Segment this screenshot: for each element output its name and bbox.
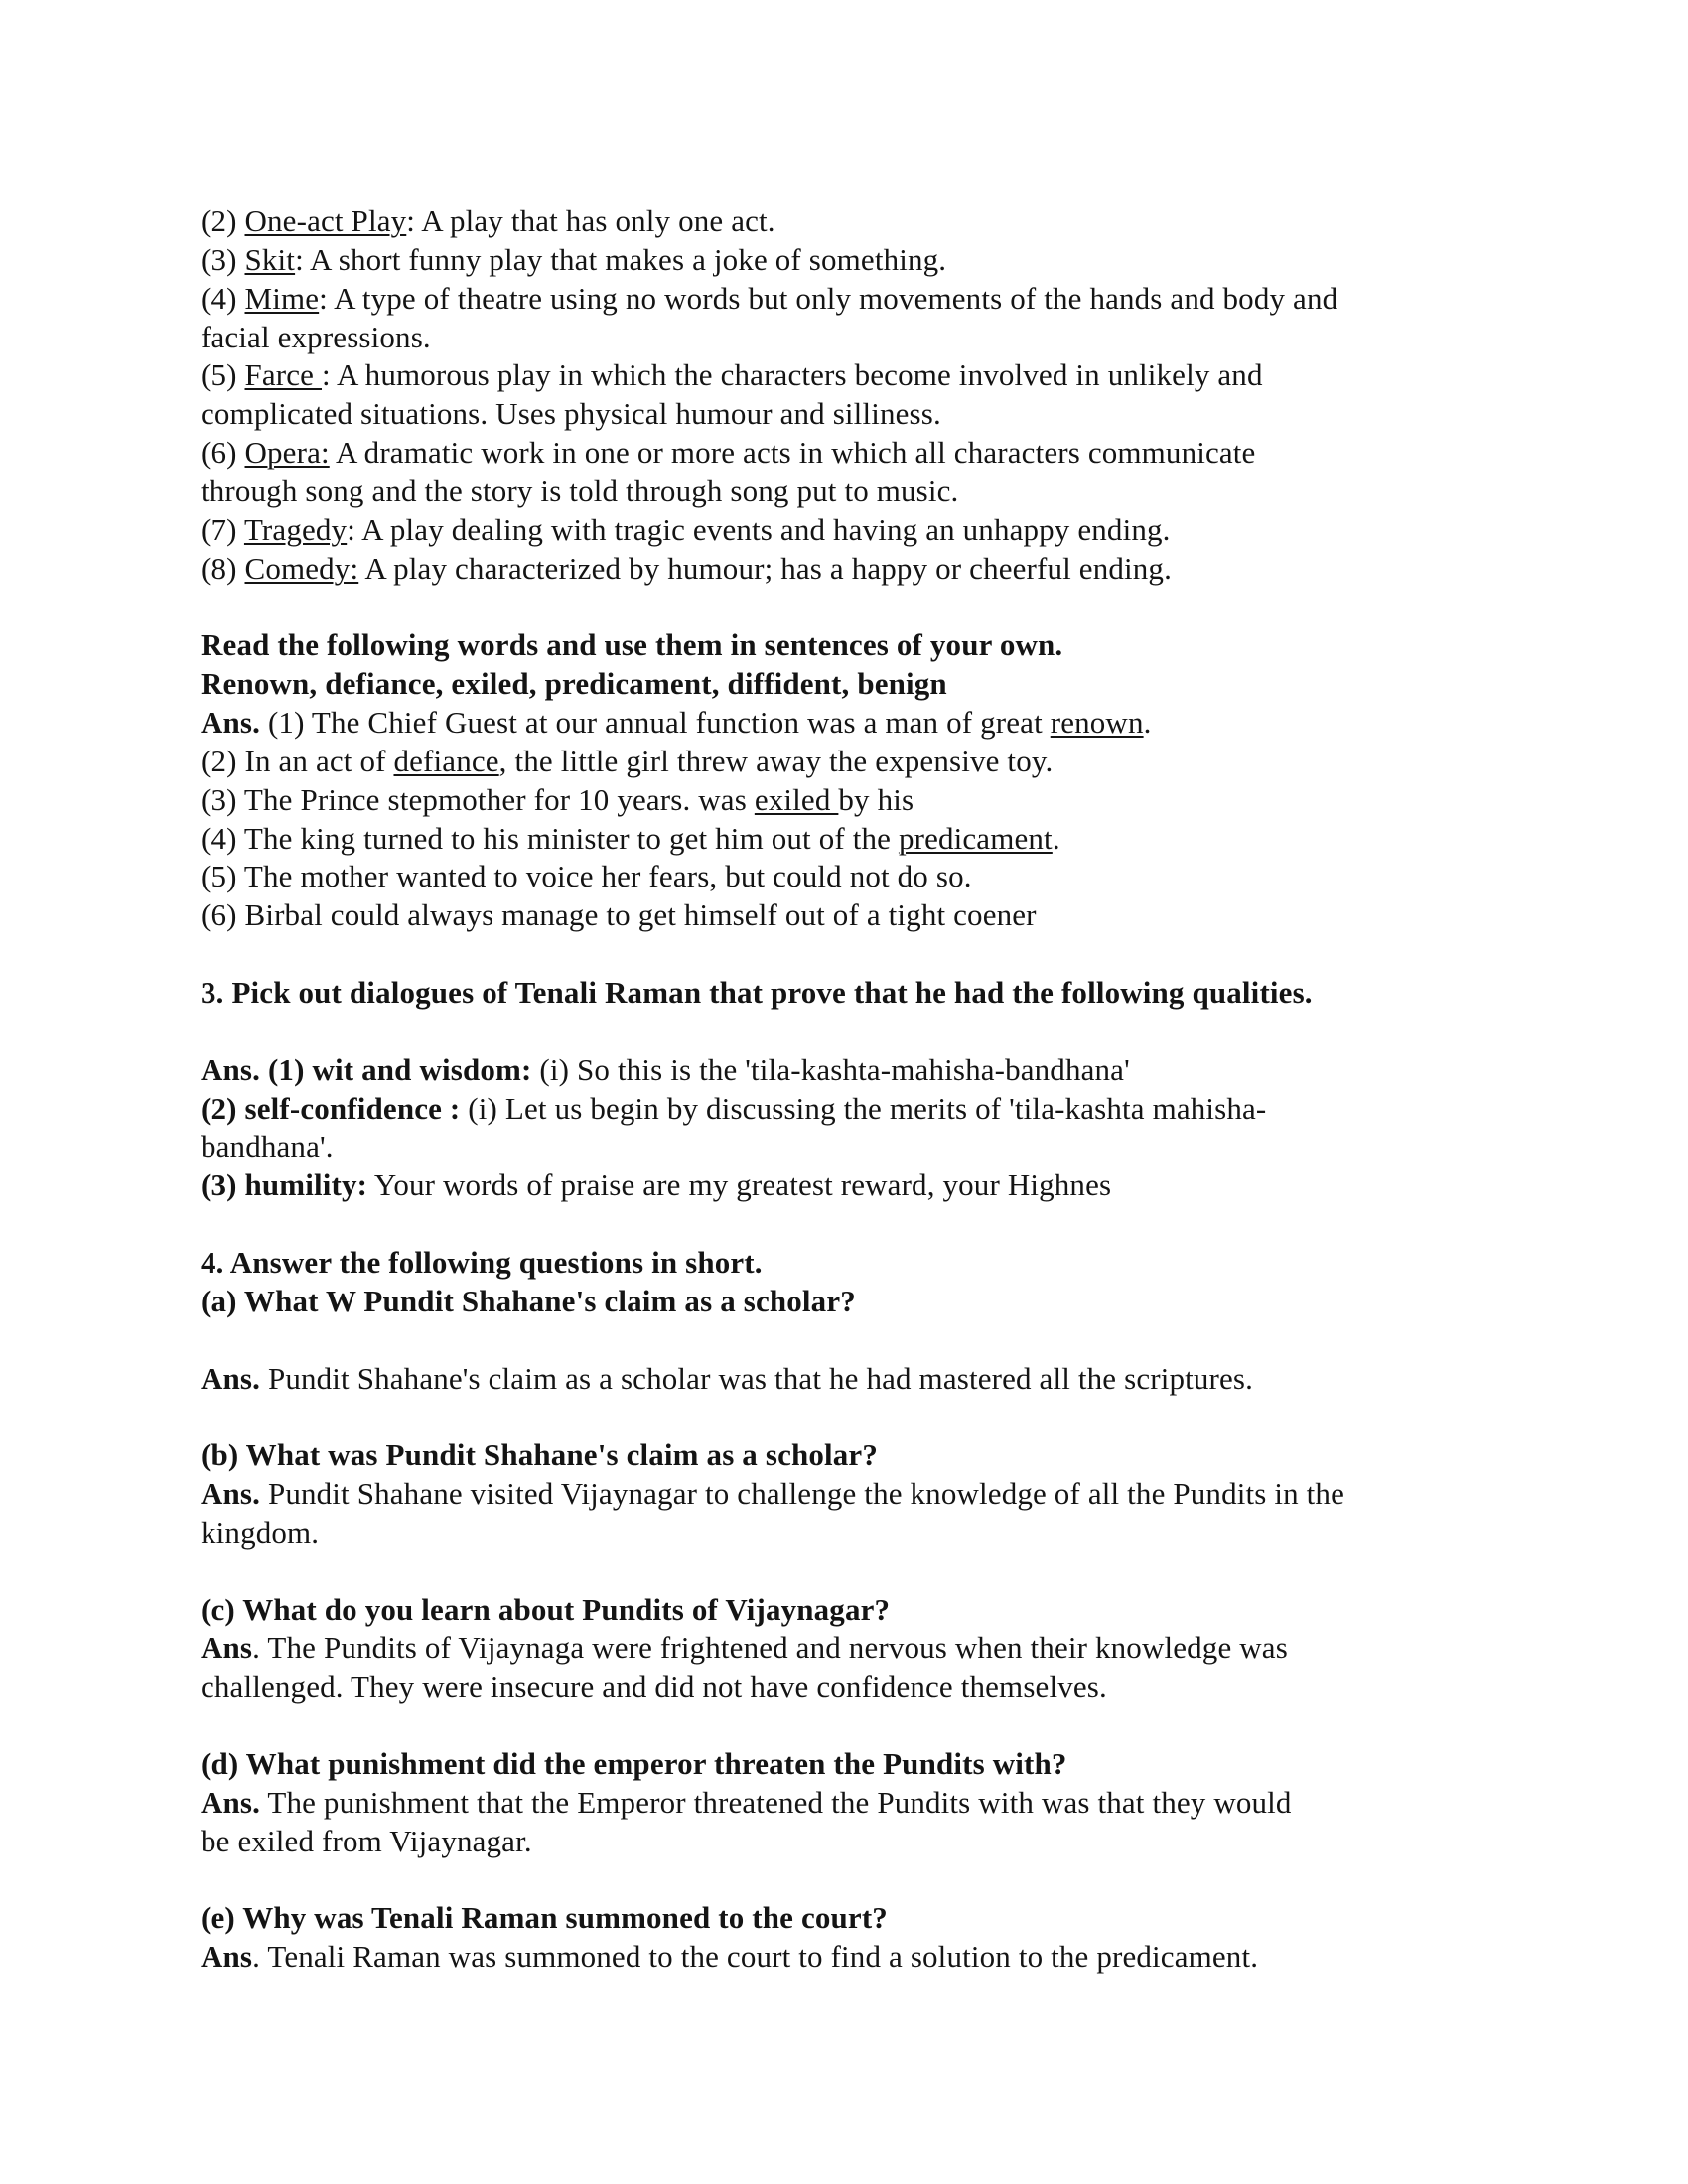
text-segment: . The Pundits of Vijaynaga were frightened and nervous when their knowledge was [252,1630,1288,1666]
q3-answer-self-confidence [201,1089,1266,1128]
bold-text: Ans. (1) wit and wisdom: [201,1051,532,1087]
text-segment: . [1143,705,1152,741]
q4a-answer [201,1359,1253,1398]
bold-text: Ans [201,1939,253,1975]
text-segment: (5) [201,357,245,393]
glossary-item-tragedy [201,510,1171,549]
bold-text: (a) What W Pundit Shahane's claim as a scholar? [201,1283,856,1318]
q3-answer-self-confidence-cont [201,1127,334,1165]
text-segment: (6) Birbal could always manage to get himself out of a tight coener [201,897,1037,933]
vocab-answer-3 [201,780,914,819]
q4e-answer [201,1937,1258,1976]
glossary-item-opera-cont [201,472,958,510]
bold-text: (3) humility: [201,1167,368,1203]
bold-text: Renown, defiance, exiled, predicament, diffident, benign [201,666,947,702]
bold-text: 4. Answer the following questions in short. [201,1244,763,1280]
text-segment: : A short funny play that makes a joke of something. [295,241,947,277]
text-segment: Pundit Shahane visited Vijaynagar to challenge the knowledge of all the Pundits in the [260,1476,1344,1512]
text-segment: Your words of praise are my greatest reward, your Highnes [367,1167,1112,1203]
q4e-question [201,1898,888,1937]
q4c-answer-cont [201,1667,1107,1706]
text-segment: kingdom. [201,1514,320,1550]
text-segment: : A humorous play in which the characters become involved in unlikely and [322,357,1263,393]
text-segment: The punishment that the Emperor threatened the Pundits with was that they would [260,1784,1292,1820]
text-segment: facial expressions. [201,319,431,354]
bold-text: (c) What do you learn about Pundits of Vijaynagar? [201,1591,891,1627]
question-3-heading [201,973,1313,1012]
underlined-term: Farce [244,357,322,393]
text-segment: (4) [201,280,245,316]
vocab-instruction [201,625,1062,664]
text-segment: challenged. They were insecure and did not have confidence themselves. [201,1669,1107,1705]
text-segment: (5) The mother wanted to voice her fears, but could not do so. [201,859,972,894]
q4b-answer [201,1474,1344,1513]
q4d-answer [201,1783,1292,1822]
q4b-answer-cont [201,1513,319,1552]
text-segment: (8) [201,550,245,586]
bold-text: Ans. [201,705,261,741]
vocab-answer-1 [201,703,1152,742]
text-segment: (1) The Chief Guest at our annual function was a man of great [260,705,1051,741]
underlined-term: renown [1050,705,1144,741]
bold-text: (2) self-confidence : [201,1090,461,1126]
underlined-term: defiance [393,743,499,778]
text-segment: Pundit Shahane's claim as a scholar was that he had mastered all the scriptures. [260,1360,1254,1396]
glossary-item-mime [201,279,1337,318]
q3-answer-humility [201,1165,1111,1204]
text-segment: : A play dealing with tragic events and having an unhappy ending. [347,511,1171,547]
vocab-answer-2 [201,742,1053,780]
text-segment: through song and the story is told through song put to music. [201,473,959,508]
underlined-term: Comedy: [244,550,359,586]
underlined-term: Skit [244,241,296,277]
q4d-answer-cont [201,1822,532,1860]
underlined-term: predicament [898,820,1053,856]
text-segment: complicated situations. Uses physical humour and silliness. [201,396,941,432]
text-segment: (7) [201,511,244,547]
text-segment: : A play that has only one act. [406,204,775,238]
bold-text: Ans. [201,1476,261,1512]
text-segment: (2) In an act of [201,743,394,778]
text-segment: (3) [201,241,245,277]
q4a-question [201,1282,856,1320]
q4c-answer [201,1628,1288,1667]
text-segment: (i) So this is the 'tila-kashta-mahisha-bandhana' [531,1051,1130,1087]
vocab-word-list [201,664,947,703]
glossary-item-farce-cont [201,394,941,433]
text-segment: (3) The Prince stepmother for 10 years. was [201,781,755,817]
text-segment: (6) [201,435,245,471]
text-segment: (4) The king turned to his minister to get him out of the [201,820,899,856]
underlined-term: Mime [244,280,320,316]
text-segment: be exiled from Vijaynagar. [201,1823,532,1858]
bold-text: Ans. [201,1784,261,1820]
glossary-item-mime-cont [201,318,431,356]
q4b-question [201,1435,878,1474]
text-segment: , the little girl threw away the expensive toy. [498,743,1054,778]
underlined-term: exiled [754,781,839,817]
glossary-item-skit [201,240,946,279]
glossary-item-comedy [201,549,1172,588]
bold-text: (b) What was Pundit Shahane's claim as a scholar? [201,1437,878,1473]
q3-answer-wit [201,1050,1130,1089]
bold-text: (e) Why was Tenali Raman summoned to the court? [201,1900,888,1936]
vocab-answer-6 [201,895,1037,934]
vocab-answer-5 [201,857,972,895]
question-4-heading [201,1243,763,1282]
bold-text: Ans [201,1630,253,1666]
text-segment: bandhana'. [201,1129,334,1164]
bold-text: 3. Pick out dialogues of Tenali Raman that prove that he had the following qualities. [201,975,1313,1010]
text-segment: (2) [201,204,245,238]
bold-text: (d) What punishment did the emperor threaten the Pundits with? [201,1746,1067,1781]
underlined-term: Tragedy [243,511,348,547]
text-segment: : A type of theatre using no words but only movements of the hands and body and [319,280,1338,316]
q4d-question [201,1744,1067,1783]
underlined-term: One-act Play [244,204,407,238]
glossary-item-farce [201,355,1263,394]
text-segment: by his [838,781,914,817]
text-segment: A dramatic work in one or more acts in which all characters communicate [329,435,1256,471]
text-segment: . [1052,820,1060,856]
underlined-term: Opera: [244,435,330,471]
glossary-item-opera [201,433,1255,472]
text-segment: A play characterized by humour; has a happy or cheerful ending. [358,550,1172,586]
bold-text: Read the following words and use them in sentences of your own. [201,627,1063,663]
glossary-item-one-act-play [201,202,775,240]
vocab-answer-4 [201,819,1060,858]
text-segment: (i) Let us begin by discussing the merits of 'tila-kashta mahisha- [460,1090,1267,1126]
text-segment: . Tenali Raman was summoned to the court to find a solution to the predicament. [252,1939,1259,1975]
bold-text: Ans. [201,1360,261,1396]
q4c-question [201,1590,890,1629]
